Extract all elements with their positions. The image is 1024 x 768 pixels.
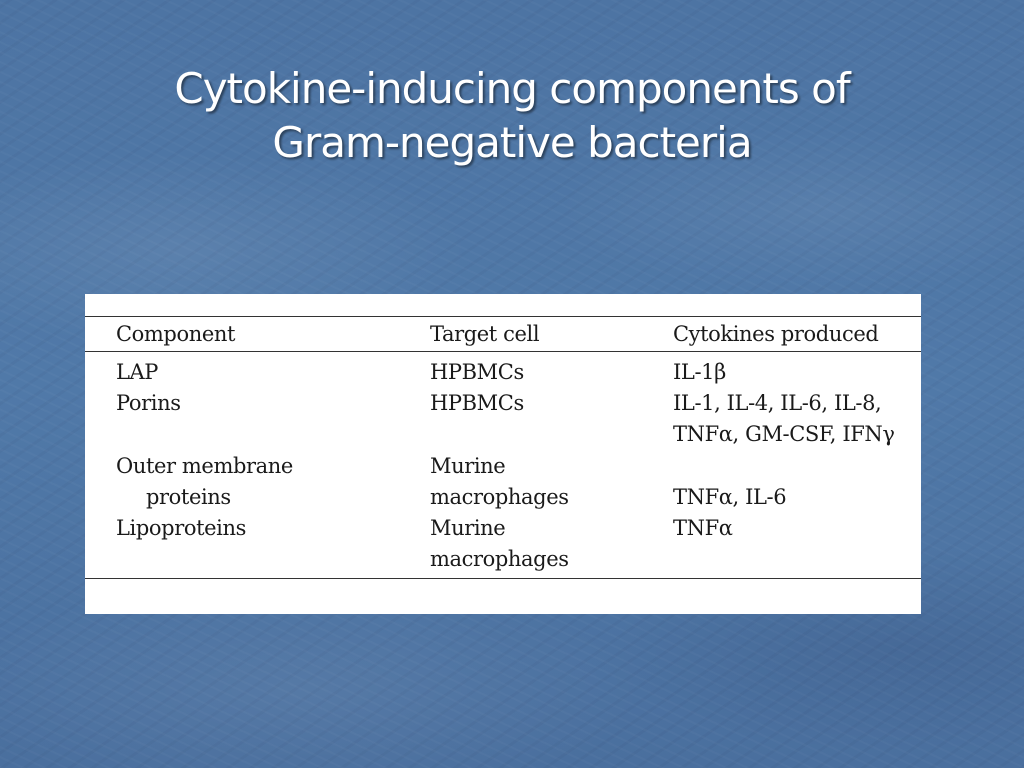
table-row-lipoproteins-component (116, 513, 246, 544)
table-row-outer-membrane-cytokines (673, 451, 786, 513)
table-row-outer-membrane-component (116, 451, 293, 513)
cytokine-table (85, 294, 921, 614)
slide-title-line-2: Gram-negative bacteria (272, 118, 752, 167)
table-row-outer-membrane-target (430, 451, 569, 513)
component-text-line-2: proteins (146, 485, 231, 509)
target-text-line-2: macrophages (430, 485, 569, 509)
table-top-rule (85, 316, 921, 317)
table-row-lap-target (430, 357, 524, 388)
component-text: Porins (116, 391, 181, 415)
cytokines-text-line-2: TNFα, GM-CSF, IFNγ (673, 422, 895, 446)
table-header-rule (85, 351, 921, 352)
header-component: Component (116, 322, 236, 346)
cytokines-text: TNFα (673, 516, 733, 540)
component-text: Lipoproteins (116, 516, 246, 540)
table-row-lap-component (116, 357, 158, 388)
component-text: LAP (116, 360, 159, 384)
table-row-lipoproteins-target (430, 513, 569, 575)
cytokines-text-line-2: TNFα, IL-6 (673, 485, 787, 509)
target-text-line-1: Murine (430, 454, 506, 478)
component-text-line-1: Outer membrane (116, 454, 293, 478)
cytokines-text-line-1 (673, 451, 786, 482)
header-cytokines-produced: Cytokines produced (673, 322, 879, 346)
cytokines-text-line-1: IL-1, IL-4, IL-6, IL-8, (673, 391, 882, 415)
target-text-line-1: Murine (430, 516, 506, 540)
table-row-porins-cytokines (673, 388, 895, 450)
table-row-lipoproteins-cytokines (673, 513, 733, 544)
target-text: HPBMCs (430, 360, 524, 384)
table-row-lap-cytokines (673, 357, 726, 388)
cytokines-text: IL-1β (673, 360, 726, 384)
header-target-cell: Target cell (430, 322, 540, 346)
target-text: HPBMCs (430, 391, 524, 415)
table-bottom-rule (85, 578, 921, 579)
target-text-line-2: macrophages (430, 547, 569, 571)
table-row-porins-component (116, 388, 181, 419)
table-row-porins-target (430, 388, 524, 419)
slide-title-line-1: Cytokine-inducing components of (174, 64, 850, 113)
slide-title (40, 62, 984, 170)
